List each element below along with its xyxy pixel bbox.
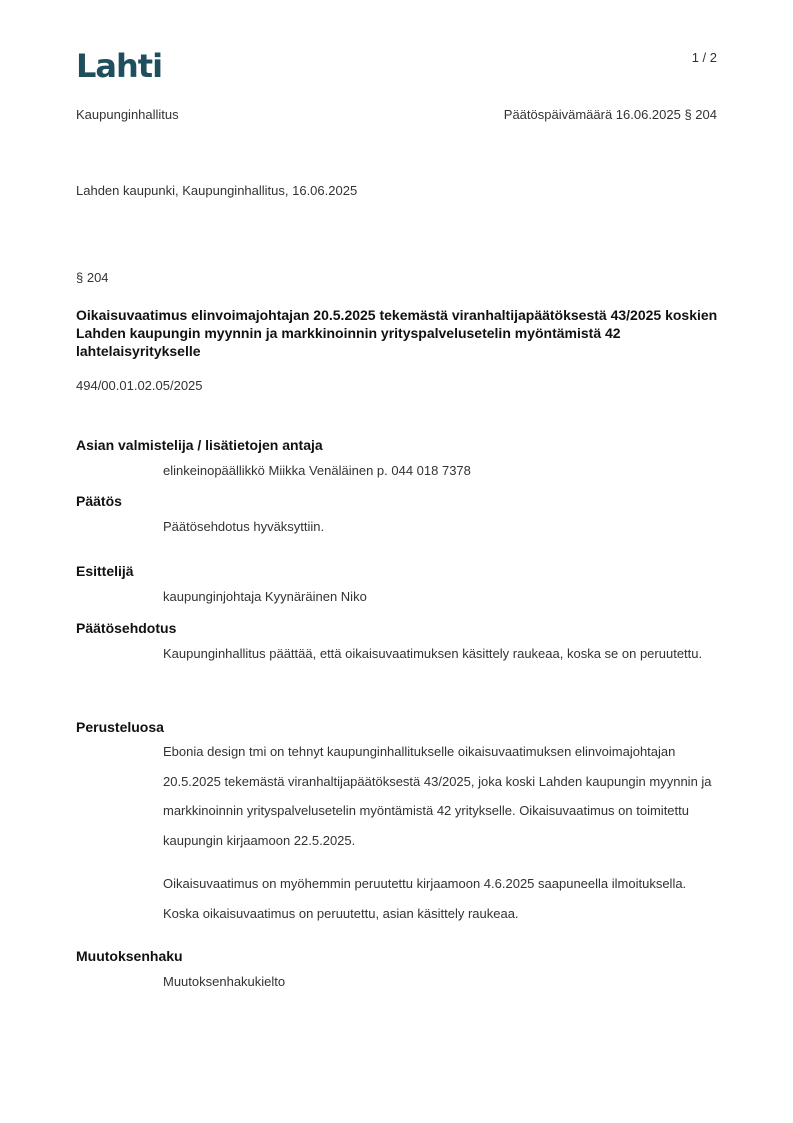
section-number: § 204 (76, 270, 109, 285)
proposal-heading: Päätösehdotus (76, 620, 177, 636)
presenter-heading: Esittelijä (76, 563, 134, 579)
decision-heading: Päätös (76, 493, 122, 509)
reasoning-paragraph-1: Ebonia design tmi on tehnyt kaupunginhallitukselle oikaisuvaatimuksen elinvoimajohtajan 20.5.2025 tekemästä viranhaltijapäätöksestä 43/2025, joka koski Lahden kaupungin myynnin ja markkinoinnin yrityspalvelusetelin myöntämistä 42 yritykselle. Oikaisuvaatimus on toimitettu kaupungin kirjaamoon 22.5.2025. (163, 744, 712, 848)
record-number: 494/00.01.02.05/2025 (76, 378, 203, 393)
presenter-text: kaupunginjohtaja Kyynäräinen Niko (163, 589, 367, 604)
appeal-text: Muutoksenhakukielto (163, 974, 286, 989)
page-number: 1 / 2 (691, 50, 717, 65)
document-title: Oikaisuvaatimus elinvoimajohtajan 20.5.2025 tekemästä viranhaltijapäätöksestä 43/2025 koskien Lahden kaupungin myynnin ja markkinoinnin yrityspalvelusetelin myöntämistä 42 lahtelaisyritykselle (76, 307, 718, 359)
appeal-heading: Muutoksenhaku (76, 948, 183, 964)
lahti-logo: Lahti (76, 47, 163, 85)
decision-text: Päätösehdotus hyväksyttiin. (163, 519, 325, 534)
reasoning-heading: Perusteluosa (76, 719, 164, 735)
organization-line: Lahden kaupunki, Kaupunginhallitus, 16.06.2025 (76, 183, 358, 198)
department-name: Kaupunginhallitus (76, 107, 179, 122)
preparer-text: elinkeinopäällikkö Miikka Venäläinen p. 044 018 7378 (163, 463, 471, 478)
reasoning-paragraph-2: Oikaisuvaatimus on myöhemmin peruutettu kirjaamoon 4.6.2025 saapuneella ilmoituksella. Koska oikaisuvaatimus on peruutettu, asian käsittely raukeaa. (163, 876, 687, 921)
preparer-heading: Asian valmistelija / lisätietojen antaja (76, 437, 323, 453)
decision-date: Päätöspäivämäärä 16.06.2025 § 204 (503, 107, 717, 122)
proposal-text: Kaupunginhallitus päättää, että oikaisuvaatimuksen käsittely raukeaa, koska se on peruutettu. (163, 646, 703, 661)
